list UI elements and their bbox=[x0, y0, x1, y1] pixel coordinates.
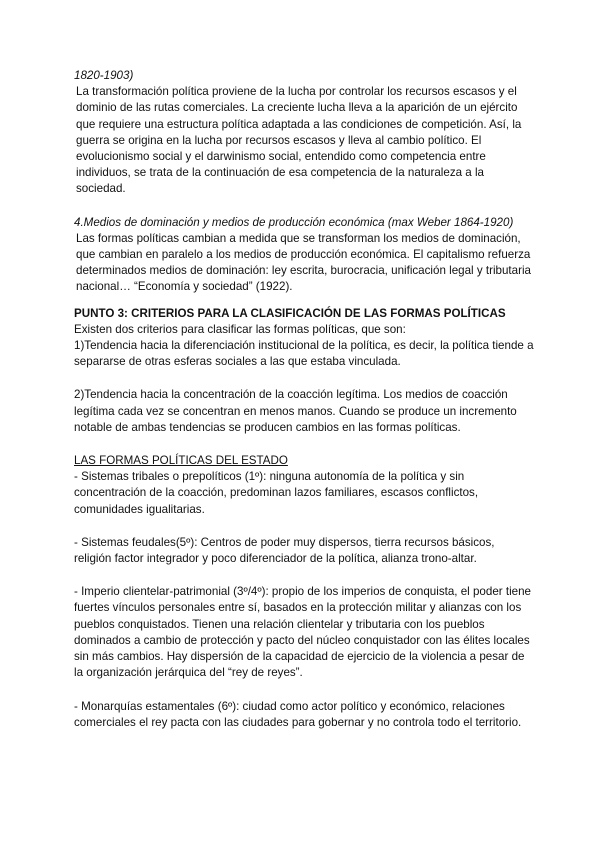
section1-heading-tail: 1820-1903) bbox=[74, 69, 134, 82]
section2-heading: 4.Medios de dominación y medios de producción económica (max Weber 1864-1920) bbox=[74, 215, 514, 229]
section3-heading: PUNTO 3: CRITERIOS PARA LA CLASIFICACIÓN DE LAS FORMAS POLÍTICAS bbox=[74, 306, 506, 320]
criterion-2: 2)Tendencia hacia la concentración de la coacción legítima. Los medios de coacción legítima cada vez se concentran en menos manos. Cuando se produce un incremento notable de ambas tendencias se producen cambios en las formas políticas. bbox=[74, 388, 517, 434]
political-form-item-4: - Monarquías estamentales (6º): ciudad como actor político y económico, relaciones comerciales el rey pacta con las ciudades para gobernar y no controla todo el territorio. bbox=[74, 699, 522, 729]
spacer bbox=[74, 567, 534, 584]
spacer bbox=[74, 518, 534, 535]
political-form-item-2: - Sistemas feudales(5º): Centros de poder muy dispersos, tierra recursos básicos, religión factor integrador y poco diferenciador de la política, alianza trono-altar. bbox=[74, 535, 495, 566]
section4-heading: LAS FORMAS POLÍTICAS DEL ESTADO bbox=[74, 454, 288, 468]
spacer bbox=[74, 296, 534, 306]
spacer bbox=[74, 682, 534, 699]
spacer bbox=[74, 198, 534, 215]
section2-paragraph: Las formas políticas cambian a medida que se transforman los medios de dominación, que cambian en paralelo a los medios de producción económica. El capitalismo refuerza determinados medios de dominación: ley escrita, burocracia, unificación legal y tributaria nacional… “Economía y sociedad” (1922). bbox=[76, 231, 531, 294]
spacer bbox=[74, 370, 534, 387]
political-form-item-3: - Imperio clientelar-patrimonial (3º/4º): propio de los imperios de conquista, el poder tiene fuertes vínculos personales entre sí, basados en la protección militar y alianzas con los pueblos conquistados. Tienen una relación clientelar y tributaria con los pueblos dominados a cambio de protección y pacto del núcleo conquistador con las élites locales sin más cambios. Hay dispersión de la capacidad de ejercicio de la violencia a pesar de la organización jerárquica del “rey de reyes”. bbox=[74, 585, 531, 680]
criterion-1: 1)Tendencia hacia la diferenciación institucional de la política, es decir, la política tiende a separarse de otras esferas sociales a las que estaba vinculada. bbox=[74, 339, 534, 369]
section1-paragraph: La transformación política proviene de la lucha por controlar los recursos escasos y el dominio de las rutas comerciales. La creciente lucha lleva a la aparición de un ejército que requiere una estructura política adaptada a las condiciones de competición. Así, la guerra se origina en la lucha por recursos escasos y lleva al cambio político. El evolucionismo social y el darwinismo social, entendido como competencia entre individuos, se trata de la continuación de esa competencia de la naturaleza a la sociedad. bbox=[76, 85, 522, 196]
section3-intro: Existen dos criterios para clasificar las formas políticas, que son: bbox=[74, 322, 406, 336]
spacer bbox=[74, 436, 534, 453]
political-form-item-1: - Sistemas tribales o prepolíticos (1º): ninguna autonomía de la política y sin concentración de la coacción, predominan lazos familiares, escasos conflictos, comunidades igualitarias. bbox=[74, 470, 479, 516]
document-page bbox=[74, 68, 534, 731]
